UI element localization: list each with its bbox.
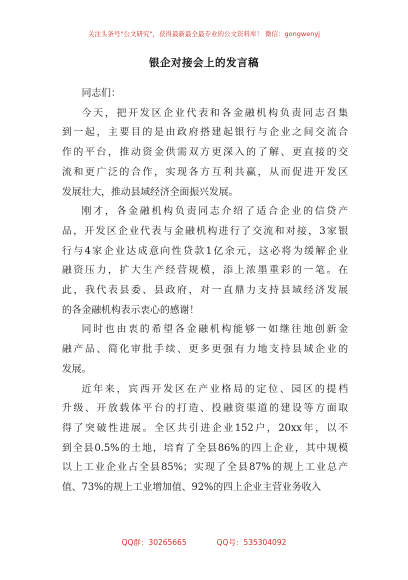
footer-qq-number: QQ号：535304092 [216, 538, 287, 547]
footer-qq-group: QQ群：30265665 [121, 538, 187, 547]
paragraph-container [62, 104, 348, 498]
paragraph-line: 行与4家企业达成意向性贷款1亿余元，这必将为缓解企业 [62, 245, 348, 257]
paragraph-line: 融产品、简化审批手续、更多更强有力地支持县域企业的 [62, 344, 348, 356]
paragraph-line: 今天，把开发区企业代表和各金融机构负责同志召集 [81, 107, 348, 119]
paragraph [62, 104, 348, 203]
paragraph-line: 发展。 [62, 363, 92, 375]
salutation: 同志们： [81, 88, 121, 99]
document-body [62, 84, 348, 498]
paragraph-line: 近年来，宾西开发区在产业格局的定位、园区的提档 [81, 383, 348, 395]
paragraph-line: 此，我代表县委、县政府，对一直鼎力支持县域经济发展 [62, 285, 348, 297]
paragraph [62, 380, 348, 498]
paragraph-line: 到一起，主要目的是由政府搭建起银行与企业之间交流合 [62, 127, 348, 139]
header-banner: 关注头条号"公文研究"，获得最新最全最专业的公文资料库！ 微信：gongwenyj [88, 30, 320, 38]
paragraph-line: 值、73%的规上工业增加值、92%的四上企业主营业务收入 [62, 482, 322, 494]
paragraph-line: 的各金融机构表示衷心的感谢！ [62, 304, 200, 316]
document-title: 银企对接会上的发言稿 [149, 57, 259, 69]
paragraph-line: 到全县0.5%的土地，培育了全县86%的四上企业，其中规模 [62, 442, 348, 454]
paragraph-line: 刚才，各金融机构负责同志介绍了适合企业的信贷产 [81, 206, 348, 218]
paragraph-line: 融资压力，扩大生产经营规模，添上浓墨重彩的一笔。在 [62, 265, 348, 277]
paragraph-line: 得了突破性进展。全区共引进企业152户，20xx年，以不 [62, 422, 348, 434]
paragraph-line: 流和更广泛的合作，实现各方互利共赢，从而促进开发区 [62, 166, 348, 178]
footer [0, 537, 408, 548]
paragraph-line: 以上工业企业占全县85%；实现了全县87%的规上工业总产 [62, 462, 348, 474]
paragraph [62, 202, 348, 320]
paragraph-line: 品，开发区企业代表与金融机构进行了交流和对接，3家银 [62, 225, 348, 237]
paragraph-line: 同时也由衷的希望各金融机构能够一如继往地创新金 [81, 324, 348, 336]
paragraph-line: 升级、开放载体平台的打造、投融资渠道的建设等方面取 [62, 403, 348, 415]
paragraph [62, 320, 348, 379]
paragraph-line: 发展壮大，推动县域经济全面振兴发展。 [62, 186, 239, 198]
paragraph-line: 作的平台，推动资金供需双方更深入的了解、更直接的交 [62, 147, 348, 159]
